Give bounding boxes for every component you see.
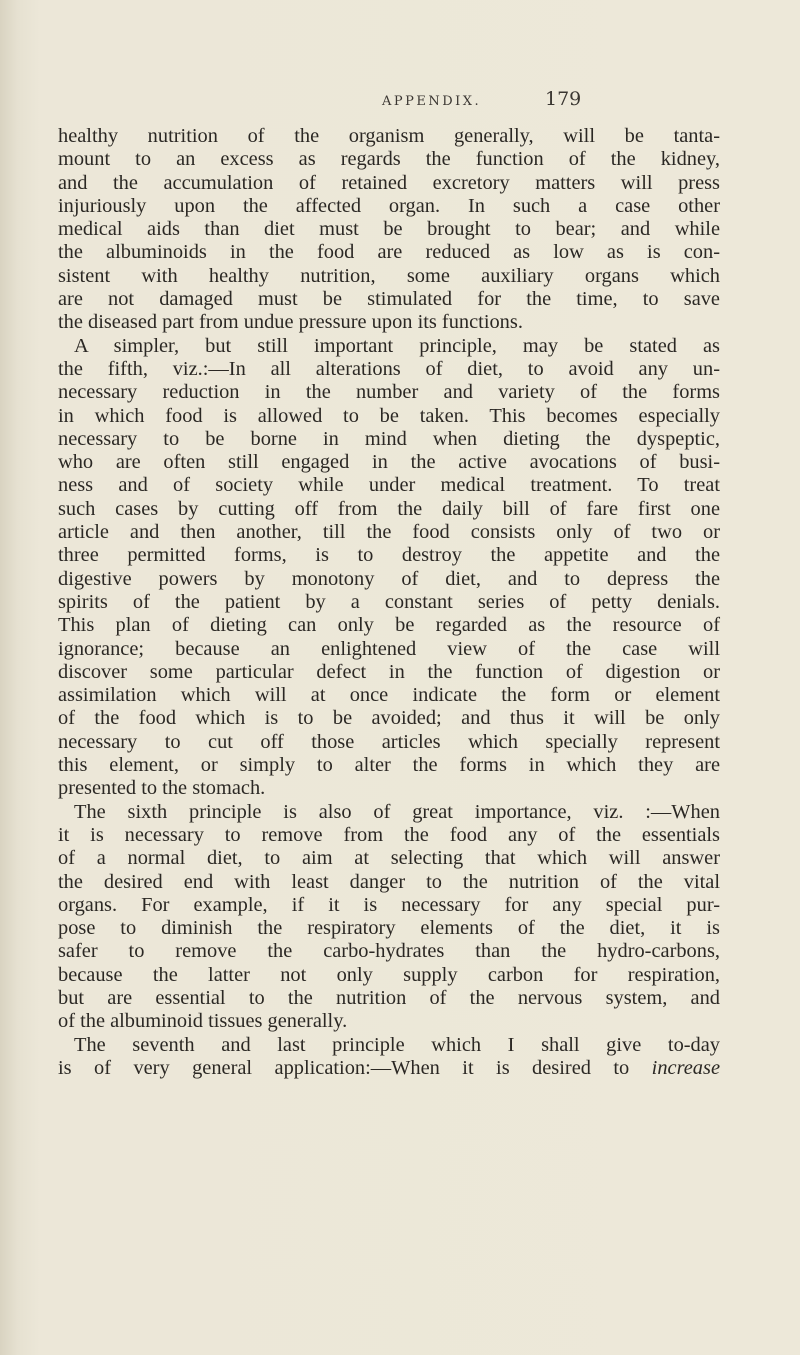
text-line: the diseased part from undue pressure upon its functions.	[58, 311, 523, 334]
text-line: article and then another, till the food consists only of two or	[58, 521, 720, 544]
text-line: digestive powers by monotony of diet, and to depress the	[58, 567, 720, 590]
text-line: but are essential to the nutrition of the nervous system, and	[58, 986, 720, 1009]
text-line: injuriously upon the affected organ. In such a case other	[58, 194, 720, 217]
text-line: such cases by cutting off from the daily bill of fare first one	[58, 497, 720, 520]
text-line: three permitted forms, is to destroy the appetite and the	[58, 544, 720, 567]
text-line: who are often still engaged in the active avocations of busi-	[58, 451, 720, 474]
final-text-line	[58, 1057, 720, 1080]
text-line: the desired end with least danger to the nutrition of the vital	[58, 870, 720, 893]
text-line: and the accumulation of retained excretory matters will press	[58, 171, 720, 194]
text-line: the fifth, viz.:—In all alterations of diet, to avoid any un-	[58, 357, 720, 380]
page-header	[0, 88, 800, 118]
text-line: in which food is allowed to be taken. This becomes especially	[58, 404, 720, 427]
text-line: discover some particular defect in the function of digestion or	[58, 660, 720, 683]
text-line: spirits of the patient by a constant series of petty denials.	[58, 590, 720, 613]
text-line: it is necessary to remove from the food any of the essentials	[58, 823, 720, 846]
text-line: necessary reduction in the number and variety of the forms	[58, 381, 720, 404]
text-line: sistent with healthy nutrition, some auxiliary organs which	[58, 264, 720, 287]
text-line: safer to remove the carbo-hydrates than the hydro-carbons,	[58, 940, 720, 963]
text-line: ignorance; because an enlightened view of the case will	[58, 637, 720, 660]
final-line-text: is of very general application:—When it is desired to	[58, 1056, 630, 1079]
page-number: 179	[545, 88, 582, 110]
text-line: mount to an excess as regards the function of the kidney,	[58, 148, 720, 171]
body-text	[58, 125, 720, 1080]
text-line: assimilation which will at once indicate the form or element	[58, 684, 720, 707]
italic-word: increase	[651, 1056, 720, 1079]
text-line: healthy nutrition of the organism generally, will be tanta-	[58, 125, 720, 147]
text-line: presented to the stomach.	[58, 777, 266, 800]
text-line: of a normal diet, to aim at selecting that which will answer	[58, 847, 720, 870]
paragraph-start-line: A simpler, but still important principle, may be stated as	[74, 334, 720, 357]
text-line: because the latter not only supply carbon for respiration,	[58, 963, 720, 986]
text-line: this element, or simply to alter the forms in which they are	[58, 754, 720, 777]
text-line: necessary to cut off those articles which specially represent	[58, 730, 720, 753]
text-line: of the food which is to be avoided; and thus it will be only	[58, 707, 720, 730]
text-line: necessary to be borne in mind when dieting the dyspeptic,	[58, 427, 720, 450]
text-line: of the albuminoid tissues generally.	[58, 1010, 348, 1033]
text-line: pose to diminish the respiratory elements of the diet, it is	[58, 917, 720, 940]
running-head: APPENDIX.	[382, 94, 482, 109]
text-line: This plan of dieting can only be regarded as the resource of	[58, 614, 720, 637]
text-line: are not damaged must be stimulated for the time, to save	[58, 288, 720, 311]
text-line: the albuminoids in the food are reduced as low as is con-	[58, 241, 720, 264]
text-line: organs. For example, if it is necessary for any special pur-	[58, 893, 720, 916]
text-line: medical aids than diet must be brought to bear; and while	[58, 218, 720, 241]
paragraph-start-line: The seventh and last principle which I shall give to-day	[74, 1033, 720, 1056]
paragraph-start-line: The sixth principle is also of great importance, viz. :—When	[74, 800, 720, 823]
text-line: ness and of society while under medical treatment. To treat	[58, 474, 720, 497]
